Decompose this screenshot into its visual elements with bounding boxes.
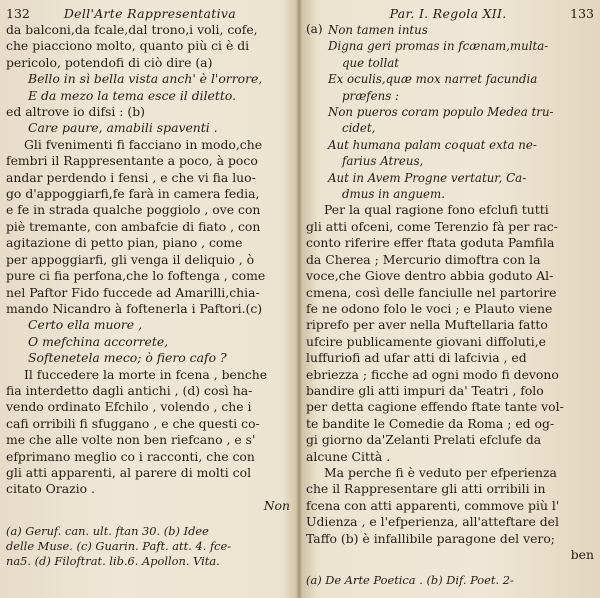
text-line: pericolo, potendofi di ciò dire (a) (6, 54, 213, 70)
text-line: E da mezo la tema esce il diletto. (28, 87, 237, 103)
right-body-text (306, 202, 594, 563)
text-line: Ma perche fi è veduto per efperienza (324, 464, 557, 480)
text-line: gli atti ofceni, come Terenzio fà per rac- (306, 218, 558, 234)
text-line: bandire gli atti impuri da' Teatri , folo (306, 382, 544, 398)
text-line: da balconi,da fcale,dal trono,i voli, cofe, (6, 22, 258, 37)
text-line: che piacciono molto, quanto più ci è di (6, 38, 250, 54)
text-line: go d'appoggiarfi,fe farà in camera fedia, (6, 186, 260, 202)
text-line: citato Orazio . (6, 481, 95, 497)
text-line: dmus in anguem. (342, 187, 445, 202)
footnote-line: (a) De Arte Poetica . (b) Dif. Poet. 2- (306, 573, 514, 588)
right-page (306, 6, 594, 594)
text-line: Gli fvenimenti fi facciano in modo,che (24, 136, 263, 152)
text-line: Digna geri promas in fcænam,multa- (328, 39, 549, 54)
text-line: fia interdetto dagli antichi , (d) così ha- (6, 382, 253, 398)
text-line: te bandite le Comedie da Roma ; ed og- (306, 415, 555, 431)
text-line: farius Atreus, (342, 154, 424, 169)
text-line: agitazione di petto pian, piano , come (6, 235, 243, 251)
text-line: Care paure, amabili spaventi . (28, 120, 218, 136)
text-line: ed altrove io difsi : (b) (6, 104, 146, 120)
text-line: gi giorno da'Zelanti Prelati efclufe da (306, 432, 542, 448)
left-running-head (6, 6, 290, 22)
text-line: e fe in strada qualche poggiolo , ove con (6, 202, 261, 218)
left-running-title: Dell'Arte Rappresentativa (63, 6, 236, 21)
text-line: ebriezza ; ficche ad ogni modo fi devono (306, 366, 559, 382)
right-page-number: 133 (570, 6, 594, 21)
text-line: riprefo per aver nella Muftellaria fatto (306, 317, 548, 333)
latin-footnote-marker: (a) (306, 22, 323, 36)
text-line: fembri il Rappresentante a poco, à poco (6, 153, 258, 169)
left-body-text (6, 22, 290, 514)
text-line: me che alle volte non ben riefcano , e s' (6, 432, 256, 448)
book-gutter (296, 0, 302, 598)
footnote-line: delle Muse. (c) Guarin. Paft. att. 4. fce- (6, 539, 232, 554)
text-line: ben (570, 547, 594, 562)
text-line: Taffo (b) è infallibile paragone del vero; (306, 530, 555, 546)
text-line: nel Paftor Fido fuccede ad Amarilli,chia- (6, 284, 260, 300)
right-running-head (306, 6, 594, 22)
text-line: conto riferire effer ftata goduta Pamfila (306, 235, 555, 251)
text-line: che il Rappresentare gli atti orribili in (306, 481, 546, 497)
text-line: Il fuccedere la morte in fcena , benche (24, 366, 268, 382)
left-page (6, 6, 290, 594)
text-line: Certo ella muore , (28, 317, 143, 333)
text-line: que tollat (342, 55, 400, 70)
footnote-line: na5. (d) Filoftrat. lib.6. Apollon. Vita. (6, 554, 220, 569)
text-line: Aut in Avem Progne vertatur, Ca- (328, 170, 527, 185)
right-footnotes (306, 573, 594, 588)
latin-quotation (306, 22, 594, 202)
text-line: præfens : (342, 88, 400, 103)
text-line: vendo ordinato Efchilo , volendo , che i (6, 399, 252, 415)
text-line: cmena, così delle fanciulle nel partorire (306, 284, 557, 300)
text-line: andar perdendo i fensi , e che vi fia luo- (6, 169, 256, 185)
text-line: Non (263, 497, 290, 513)
text-line: da Cherea ; Mercurio dimoftra con la (306, 251, 541, 267)
right-running-title: Par. I. Regola XII. (389, 6, 507, 21)
text-line: O mefchina accorrete, (28, 333, 169, 349)
text-line: mando Nicandro à foftenerla i Paftori.(c) (6, 300, 263, 316)
text-line: fe ne odono folo le voci ; e Plauto viene (306, 300, 553, 316)
latin-quotation-block (306, 22, 594, 202)
text-line: voce,che Giove dentro abbia goduto Al- (306, 268, 554, 284)
left-page-number: 132 (6, 6, 30, 21)
text-line: Aut humana palam coquat exta ne- (328, 137, 537, 152)
text-line: efprimano meglio co i racconti, che con (6, 448, 255, 464)
text-line: Bello in sì bella vista anch' è l'orrore, (28, 71, 263, 87)
text-line: Non tamen intus (328, 23, 428, 37)
text-line: alcune Città . (306, 448, 391, 464)
text-line: luffuriofi ad ufar atti di lafcivia , ed (306, 350, 527, 366)
text-line: Non pueros coram populo Medea tru- (328, 105, 554, 120)
footnote-line: (a) Geruf. can. ult. ftan 30. (b) Idee (6, 524, 209, 539)
text-line: Per la qual ragione fono efclufi tutti (324, 202, 549, 218)
text-line: Softenetela meco; ò fiero cafo ? (28, 350, 227, 366)
text-line: per detta cagione effendo ftate tante vol- (306, 399, 564, 415)
text-line: per appoggiarfi, gli venga il deliquio , ò (6, 251, 255, 267)
left-footnotes (6, 524, 290, 569)
text-line: ufcire publicamente giovani diffoluti,e (306, 333, 547, 349)
text-line: piè tremante, con ambafcie di fiato , con (6, 218, 261, 234)
text-line: pure ci fia perfona,che lo foftenga , come (6, 268, 266, 284)
text-line: fcena con atti apparenti, commove più l' (306, 497, 560, 513)
text-line: Udienza , e l'efperienza, all'atteftare del (306, 514, 559, 530)
text-line: gli atti apparenti, al parere di molti col (6, 464, 252, 480)
text-line: cafi orribili fi sfuggano , e che questi co- (6, 415, 260, 431)
text-line: Ex oculis,quæ mox narret facundia (328, 72, 538, 87)
text-line: cidet, (342, 121, 376, 136)
